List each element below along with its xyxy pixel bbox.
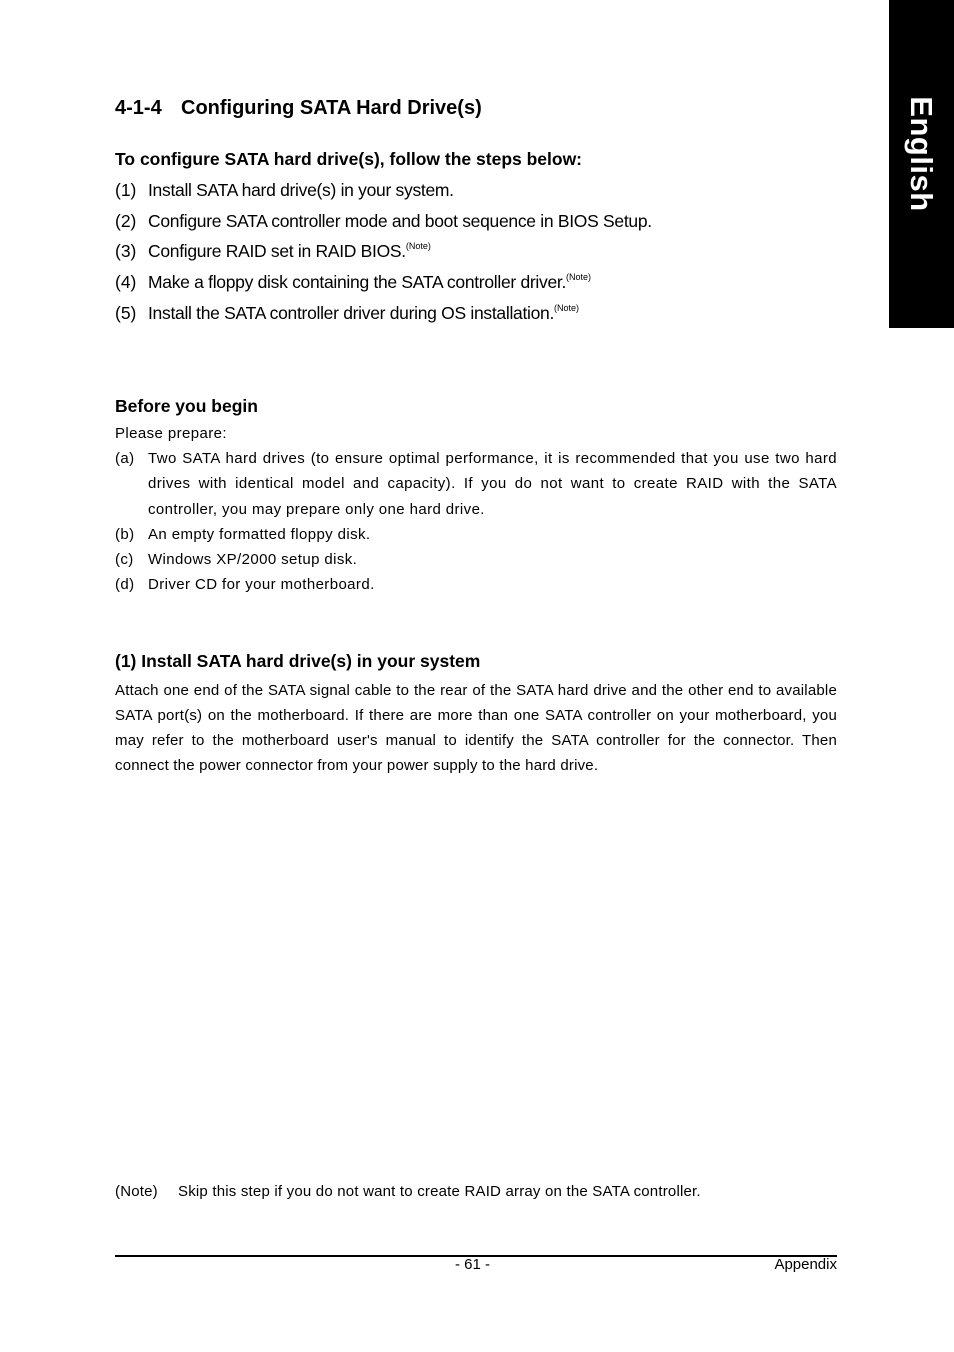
step-item <box>115 241 431 262</box>
step-item <box>115 211 652 232</box>
section-number: 4-1-4 <box>115 97 162 119</box>
list-text: Windows XP/2000 setup disk. <box>148 551 358 569</box>
step-text: Install the SATA controller driver during OS installation. <box>148 303 555 323</box>
list-letter: (b) <box>115 525 135 543</box>
install-paragraph: Attach one end of the SATA signal cable to the rear of the SATA hard drive and the other end to available SATA port(s) on the motherboard. If there are more than one SATA controller on your motherboard, you may refer to the motherboard user's manual to identify the SATA controller for the connector. Then connect the power connector from your power supply to the hard drive. <box>115 682 837 775</box>
steps-intro: To configure SATA hard drive(s), follow the steps below: <box>115 149 583 169</box>
step-number: (2) <box>115 211 137 231</box>
step-text: Configure RAID set in RAID BIOS. <box>148 241 406 261</box>
prepare-label: Please prepare: <box>115 425 227 442</box>
list-letter: (a) <box>115 450 135 467</box>
list-letter: (c) <box>115 551 134 569</box>
step-number: (4) <box>115 272 137 292</box>
install-heading: (1) Install SATA hard drive(s) in your system <box>115 651 481 671</box>
step-item <box>115 272 591 293</box>
list-item <box>115 522 837 547</box>
footnote-label: (Note) <box>115 1183 158 1200</box>
footer-section-label: Appendix <box>774 1256 837 1273</box>
section-heading <box>115 97 482 120</box>
list-text: Driver CD for your motherboard. <box>148 576 375 594</box>
list-text: An empty formatted floppy disk. <box>148 525 371 543</box>
list-item <box>115 572 837 597</box>
prepare-list <box>115 446 837 598</box>
footnote-text: Skip this step if you do not want to create RAID array on the SATA controller. <box>178 1183 701 1200</box>
footnote <box>115 1183 701 1200</box>
list-letter: (d) <box>115 576 135 594</box>
step-number: (1) <box>115 180 137 200</box>
step-text: Configure SATA controller mode and boot sequence in BIOS Setup. <box>148 211 652 231</box>
section-title: Configuring SATA Hard Drive(s) <box>181 97 482 119</box>
step-text: Make a floppy disk containing the SATA controller driver. <box>148 272 567 292</box>
step-text: Install SATA hard drive(s) in your system. <box>148 180 454 200</box>
note-marker: (Note) <box>554 303 580 313</box>
page-number: - 61 - <box>455 1256 491 1273</box>
language-tab <box>889 0 954 328</box>
note-marker: (Note) <box>405 241 431 251</box>
before-heading: Before you begin <box>115 396 258 416</box>
language-tab-label: English <box>904 96 939 212</box>
note-marker: (Note) <box>566 272 592 282</box>
step-number: (5) <box>115 303 137 323</box>
list-item <box>115 547 837 572</box>
step-item <box>115 180 454 201</box>
list-text: Two SATA hard drives (to ensure optimal performance, it is recommended that you use two hard drives with identical model and capacity). If you do not want to create RAID with the SATA controller, you may prepare only one hard drive. <box>148 450 837 518</box>
list-item <box>115 446 837 522</box>
step-item <box>115 303 579 324</box>
step-number: (3) <box>115 241 137 261</box>
